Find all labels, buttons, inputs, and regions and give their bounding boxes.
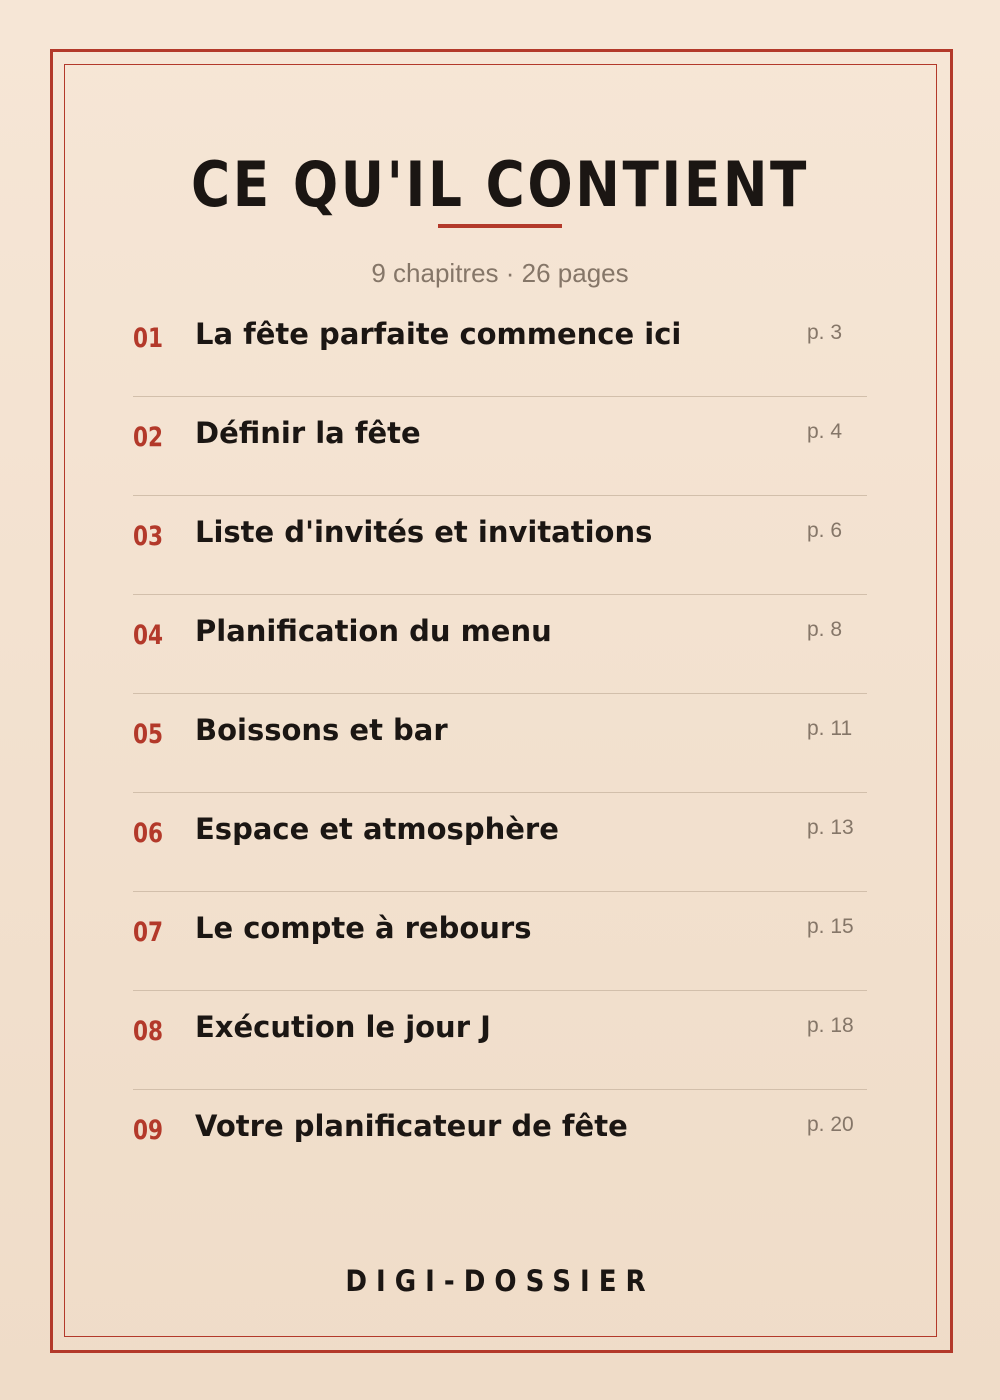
- chapter-page: p. 15: [807, 915, 854, 938]
- toc-item-07[interactable]: [133, 892, 867, 991]
- chapter-page: p. 8: [807, 618, 843, 641]
- page-subtitle: 9 chapitres · 26 pages: [371, 258, 629, 288]
- chapter-number: 08: [133, 1016, 164, 1047]
- chapter-title: Exécution le jour J: [195, 1010, 491, 1044]
- chapter-title: Liste d'invités et invitations: [195, 515, 653, 549]
- toc-item-04[interactable]: [133, 595, 867, 694]
- chapter-title: Boissons et bar: [195, 713, 448, 747]
- toc-item-01[interactable]: [133, 298, 867, 397]
- chapter-number: 05: [133, 719, 164, 750]
- title-underline: [438, 224, 562, 228]
- chapter-title: La fête parfaite commence ici: [195, 317, 682, 351]
- toc-item-02[interactable]: [133, 397, 867, 496]
- toc-item-05[interactable]: [133, 694, 867, 793]
- chapter-page: p. 20: [807, 1113, 854, 1136]
- chapter-number: 04: [133, 620, 164, 651]
- chapter-title: Espace et atmosphère: [195, 812, 559, 846]
- page-title: CE QU'IL CONTIENT: [190, 148, 810, 221]
- chapter-page: p. 11: [807, 717, 853, 740]
- chapter-page: p. 3: [807, 321, 843, 344]
- brand-footer: DIGI-DOSSIER: [345, 1264, 655, 1298]
- chapter-title: Définir la fête: [195, 416, 421, 450]
- chapter-title: Planification du menu: [195, 614, 552, 648]
- toc-item-03[interactable]: [133, 496, 867, 595]
- chapter-number: 07: [133, 917, 164, 948]
- chapter-number: 03: [133, 521, 164, 552]
- chapter-page: p. 4: [807, 420, 843, 443]
- chapter-page: p. 18: [807, 1014, 854, 1037]
- toc-item-09[interactable]: [133, 1090, 867, 1188]
- chapter-title: Votre planificateur de fête: [195, 1109, 628, 1143]
- chapter-number: 09: [133, 1115, 164, 1146]
- chapter-number: 01: [133, 323, 164, 354]
- chapter-title: Le compte à rebours: [195, 911, 532, 945]
- chapter-number: 06: [133, 818, 164, 849]
- chapter-page: p. 6: [807, 519, 843, 542]
- chapter-number: 02: [133, 422, 164, 453]
- chapter-page: p. 13: [807, 816, 854, 839]
- table-of-contents: [133, 298, 867, 1188]
- toc-item-06[interactable]: [133, 793, 867, 892]
- toc-item-08[interactable]: [133, 991, 867, 1090]
